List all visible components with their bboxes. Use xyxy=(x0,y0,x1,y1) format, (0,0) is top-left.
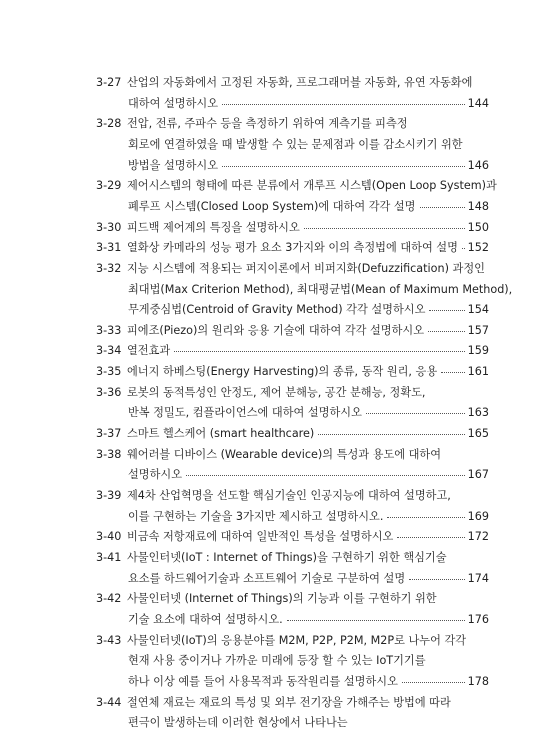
toc-entry xyxy=(0,115,555,132)
entry-number: 3-31 xyxy=(96,241,122,255)
entry-title: 웨어러블 디바이스 (Wearable device)의 특성과 용도에 대하여 xyxy=(127,447,442,461)
dot-leader xyxy=(318,434,465,435)
entry-number: 3-42 xyxy=(96,592,122,606)
entry-number: 3-34 xyxy=(96,344,122,358)
toc-entry xyxy=(0,632,555,649)
toc-entry xyxy=(0,260,555,277)
entry-title: 지능 시스템에 적용되는 퍼지이론에서 비퍼지화(Defuzzification) 과정인 xyxy=(127,261,485,275)
entry-title: 사물인터넷 (Internet of Things)의 기능과 이를 구현하기 위한 xyxy=(127,592,437,606)
toc-entry xyxy=(0,487,555,504)
entry-number: 3-41 xyxy=(96,551,122,564)
entry-title: 편극이 발생하는데 이러한 현상에서 나타나는 xyxy=(128,716,348,730)
dot-leader xyxy=(366,413,465,414)
dot-leader xyxy=(174,351,465,352)
dot-leader xyxy=(420,207,466,208)
entry-number: 3-33 xyxy=(96,323,122,337)
entry-title: 사물인터넷(IoT)의 응용분야를 M2M, P2P, P2M, M2P로 나누어 각각 xyxy=(127,633,467,647)
page-number: 146 xyxy=(467,158,489,172)
toc-entry xyxy=(0,363,555,380)
entry-title: 폐루프 시스템(Closed Loop System)에 대하여 각각 설명 xyxy=(128,199,416,213)
entry-title: 전압, 전류, 주파수 등을 측정하기 위하여 계측기를 피측정 xyxy=(127,117,408,131)
page-number: 163 xyxy=(467,406,489,420)
entry-title: 반복 정밀도, 컴플라이언스에 대하여 설명하시오 xyxy=(128,406,362,420)
page-number: 172 xyxy=(467,530,489,544)
dot-leader xyxy=(222,166,465,167)
entry-title: 방법을 설명하시오 xyxy=(128,158,219,172)
toc-entry xyxy=(0,425,555,442)
entry-number: 3-36 xyxy=(96,385,122,399)
toc-entry xyxy=(0,342,555,359)
toc-entry-continuation xyxy=(0,611,555,628)
dot-leader xyxy=(402,682,465,683)
entry-title: 피드백 제어계의 특징을 설명하시오 xyxy=(127,220,300,234)
dot-leader xyxy=(441,372,465,373)
page-number: 144 xyxy=(467,96,489,110)
toc-entry xyxy=(0,590,555,607)
entry-title: 에너지 하베스팅(Energy Harvesting)의 종류, 동작 원리, 응용 xyxy=(127,365,438,379)
toc-entry-continuation xyxy=(0,301,555,318)
dot-leader xyxy=(186,475,465,476)
entry-title: 최대법(Max Criterion Method), 최대평균법(Mean of Maximum Method), xyxy=(128,282,513,296)
entry-number: 3-38 xyxy=(96,447,122,461)
dot-leader xyxy=(428,331,465,332)
page-number: 159 xyxy=(467,344,489,358)
entry-title: 제4차 산업혁명을 선도할 핵심기술인 인공지능에 대하여 설명하고, xyxy=(127,489,451,502)
dot-leader xyxy=(429,310,465,311)
entry-title: 하나 이상 예를 들어 사용목적과 동작원리를 설명하시오 xyxy=(128,674,398,688)
dot-leader xyxy=(409,579,465,580)
entry-title: 제어시스템의 형태에 따른 분류에서 개루프 시스템(Open Loop System)과 xyxy=(127,179,497,193)
entry-title: 기술 요소에 대하여 설명하시오. xyxy=(128,612,283,626)
toc-entry-continuation xyxy=(0,508,555,525)
toc-entry xyxy=(0,74,555,91)
page-number: 148 xyxy=(467,199,489,213)
toc-entry-continuation xyxy=(0,95,555,112)
entry-title: 설명하시오 xyxy=(128,468,183,482)
entry-title: 현재 사용 중이거나 가까운 미래에 등장 할 수 있는 IoT기기를 xyxy=(128,654,426,668)
toc-entry xyxy=(0,239,555,256)
entry-title: 비금속 저항재료에 대하여 일반적인 특성을 설명하시오 xyxy=(127,530,394,544)
entry-title: 산업의 자동화에서 고정된 자동화, 프로그래머블 자동화, 유연 자동화에 xyxy=(127,76,473,89)
entry-title: 열화상 카메라의 성능 평가 요소 3가지와 이의 측정법에 대하여 설명 xyxy=(127,241,458,255)
entry-number: 3-27 xyxy=(96,76,122,89)
entry-title: 무게중심법(Centroid of Gravity Method) 각각 설명하시오 xyxy=(128,303,426,317)
dot-leader xyxy=(304,228,465,229)
entry-number: 3-39 xyxy=(96,489,122,502)
page-number: 178 xyxy=(467,674,489,688)
entry-title: 대하여 설명하시오 xyxy=(128,96,219,110)
entry-number: 3-28 xyxy=(96,117,122,131)
page-number: 152 xyxy=(467,241,489,255)
entry-title: 스마트 헬스케어 (smart healthcare) xyxy=(127,427,315,440)
entry-title: 열전효과 xyxy=(127,344,171,358)
page-number: 165 xyxy=(467,427,489,440)
toc-entry xyxy=(0,549,555,566)
page-number: 167 xyxy=(467,468,489,482)
toc-entry-continuation xyxy=(0,570,555,587)
entry-title: 절연체 재료는 재료의 특성 및 외부 전기장을 가해주는 방법에 따라 xyxy=(127,695,451,709)
entry-number: 3-29 xyxy=(96,179,122,193)
entry-number: 3-43 xyxy=(96,633,122,647)
page-number: 157 xyxy=(467,323,489,337)
toc-entry-continuation xyxy=(0,714,555,731)
page-number: 161 xyxy=(467,365,489,379)
page-number: 169 xyxy=(467,509,489,523)
toc-entry xyxy=(0,384,555,401)
toc-entry xyxy=(0,322,555,339)
toc-entry xyxy=(0,528,555,545)
toc-entry-continuation xyxy=(0,652,555,669)
entry-title: 회로에 연결하였을 때 발생할 수 있는 문제점과 이를 감소시키기 위한 xyxy=(128,137,463,151)
toc-entry xyxy=(0,219,555,236)
dot-leader xyxy=(397,537,465,538)
entry-number: 3-32 xyxy=(96,261,122,275)
page-number: 150 xyxy=(467,220,489,234)
entry-title: 요소를 하드웨어기술과 소프트웨어 기술로 구분하여 설명 xyxy=(128,571,406,585)
toc-entry xyxy=(0,177,555,194)
page-number: 154 xyxy=(467,303,489,317)
entry-number: 3-40 xyxy=(96,530,122,544)
toc-entry-continuation xyxy=(0,157,555,174)
entry-title: 사물인터넷(IoT : Internet of Things)을 구현하기 위한 핵심기술 xyxy=(127,551,447,564)
toc-entry-continuation xyxy=(0,136,555,153)
entry-title: 피에조(Piezo)의 원리와 응용 기술에 대하여 각각 설명하시오 xyxy=(127,323,425,337)
entry-number: 3-37 xyxy=(96,427,122,440)
dot-leader xyxy=(222,104,465,105)
toc-entry-continuation xyxy=(0,404,555,421)
toc-entry-continuation xyxy=(0,673,555,690)
page-number: 176 xyxy=(467,612,489,626)
entry-title: 로봇의 동적특성인 안정도, 제어 분해능, 공간 분해능, 정확도, xyxy=(127,385,426,399)
entry-number: 3-44 xyxy=(96,695,122,709)
page-number: 174 xyxy=(467,571,489,585)
toc-entry xyxy=(0,694,555,711)
dot-leader xyxy=(287,620,465,621)
toc-entry-continuation xyxy=(0,281,555,298)
toc-entry-continuation xyxy=(0,466,555,483)
dot-leader xyxy=(387,517,465,518)
toc-entry xyxy=(0,446,555,463)
toc-entry-continuation xyxy=(0,198,555,215)
entry-title: 이를 구현하는 기술을 3가지만 제시하고 설명하시오. xyxy=(128,509,384,523)
entry-number: 3-30 xyxy=(96,220,122,234)
entry-number: 3-35 xyxy=(96,365,122,379)
